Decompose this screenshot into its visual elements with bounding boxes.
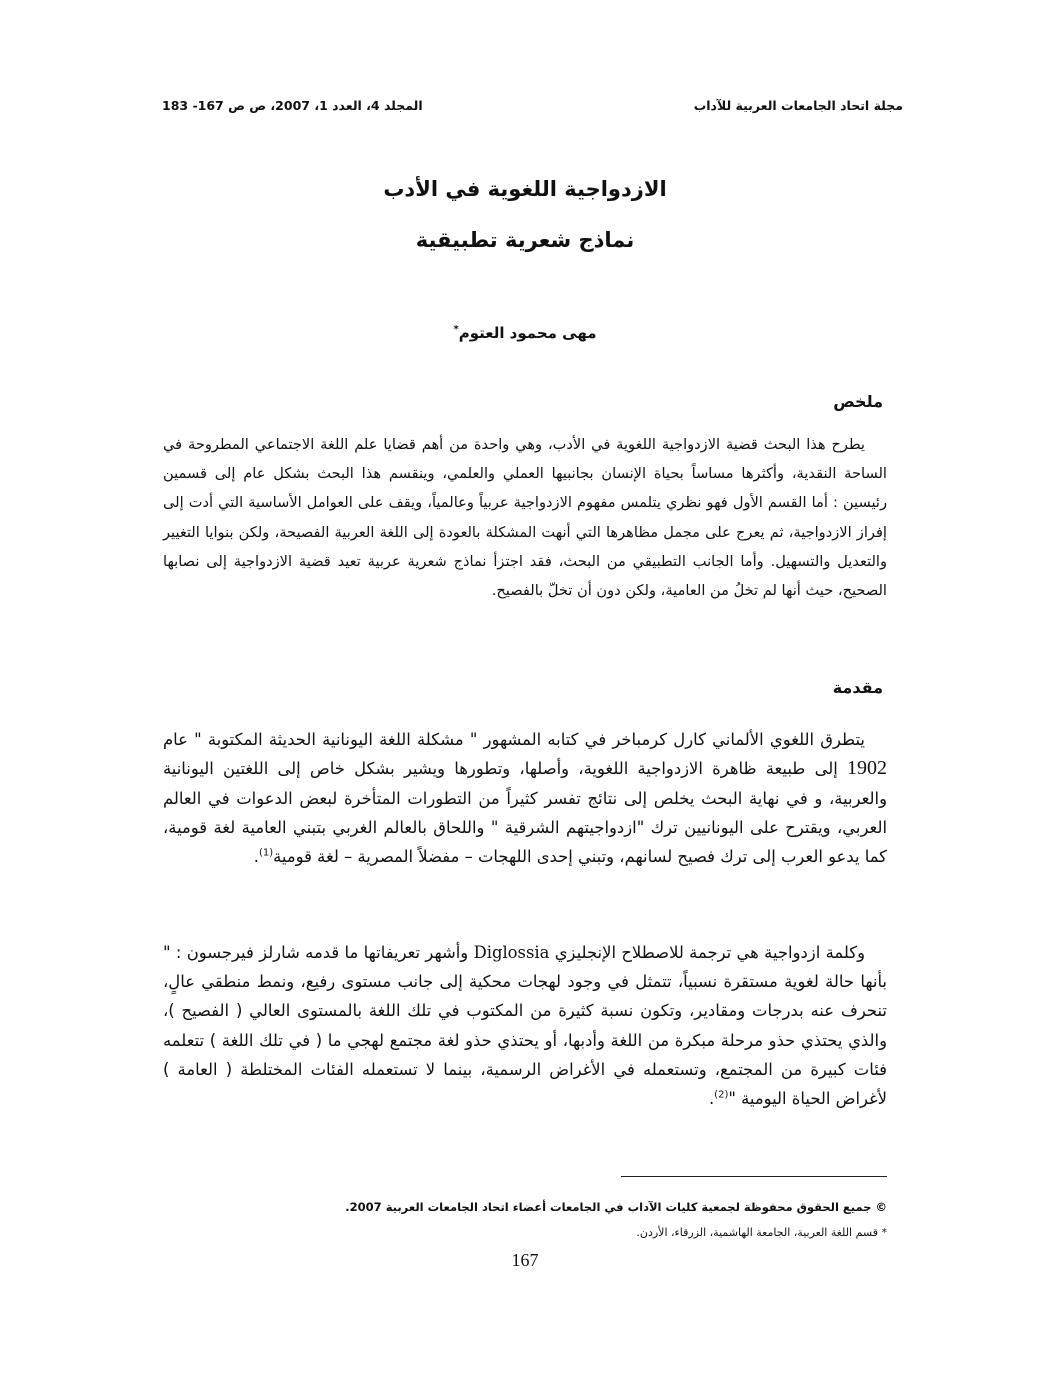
- abstract-heading: ملخص: [833, 392, 883, 411]
- citation-info: المجلد 4، العدد 1، 2007، ص ص 167- 183: [162, 98, 423, 113]
- footnote-ref-1: (1): [258, 847, 274, 859]
- term-diglossia: Diglossia: [473, 943, 550, 962]
- author-footnote-marker: *: [453, 324, 459, 335]
- intro-p1-text-b: إلى طبيعة ظاهرة الازدواجية اللغوية، وأصلها، وتطورها ويشير بشكل خاص إلى اللغتين اليونانية والعربية، و في نهاية البحث يخلص إلى نتائج تفسر كثيراً من التطورات المتأخرة لبعض الدعوات في العالم العربي، ويقترح على اليونانيين ترك "ازدواجيتهم الشرقية " واللحاق بالعالم الغربي بتبني العامية لغة قومية، كما يدعو العرب إلى ترك فصيح لسانهم، وتبني إحدى اللهجات – مفضلاً المصرية – لغة قومية: [163, 759, 887, 867]
- intro-p1-text-a: يتطرق اللغوي الألماني كارل كرمباخر في كتابه المشهور " مشكلة اللغة اليونانية الحديثة المكتوبة " عام: [163, 730, 865, 749]
- abstract-text: [163, 430, 887, 605]
- intro-p2-text-b: وأشهر تعريفاتها ما قدمه شارلز فيرجسون : " بأنها حالة لغوية مستقرة نسبياً، تتمثل في وجود لهجات محكية إلى جانب مستوى رفيع، ونمط منطقي عالٍ، تنحرف عنه بدرجات ومقادير، وتكون نسبة كثيرة من المكتوب في تلك اللغة بالمستوى العالي ( الفصيح )، والذي يحتذي حذو مرحلة مبكرة من اللغة وأدبها، أو يحتذي حذو لغة مجتمع لهجي ما ( في تلك اللغة ) تتعلمه فئات كبيرة من المجتمع، وتستعمله في الأغراض الرسمية، بينما لا تستعمله الفئات المختلطة ( العامة ) لأغراض الحياة اليومية ": [163, 943, 887, 1109]
- year-1902: 1902: [847, 757, 887, 780]
- affiliation-note: * قسم اللغة العربية، الجامعة الهاشمية، الزرقاء، الأردن.: [636, 1226, 887, 1239]
- page-number: 167: [511, 1250, 539, 1270]
- intro-heading: مقدمة: [832, 678, 883, 697]
- intro-paragraph-2: [163, 938, 887, 1113]
- journal-name: مجلة اتحاد الجامعات العربية للآداب: [693, 98, 903, 113]
- copyright-note: © جميع الحقوق محفوظة لجمعية كليات الآداب في الجامعات أعضاء اتحاد الجامعات العربية 2007.: [345, 1200, 887, 1214]
- article-subtitle: نماذج شعرية تطبيقية: [415, 228, 635, 252]
- article-title: الازدواجية اللغوية في الأدب: [383, 177, 667, 201]
- author-name: مهى محمود العتوم: [458, 324, 597, 342]
- intro-paragraph-1: [163, 725, 887, 871]
- author-line: [0, 324, 1050, 342]
- footnote-ref-2: (2): [714, 1089, 729, 1101]
- intro-p2-text-a: وكلمة ازدواجية هي ترجمة للاصطلاح الإنجليزي: [549, 943, 865, 962]
- abstract-body: يطرح هذا البحث قضية الازدواجية اللغوية في الأدب، وهي واحدة من أهم قضايا علم اللغة الاجتماعي المطروحة في الساحة النقدية، وأكثرها مساساً بحياة الإنسان بجانبيها العملي والعلمي، وينقسم هذا البحث بشكل عام إلى قسمين رئيسين : أما القسم الأول فهو نظري يتلمس مفهوم الازدواجية عربياً وعالمياً، ويقف على العوامل الأساسية التي أدت إلى إفراز الازدواجية، ثم يعرج على مجمل مظاهرها التي أنهت المشكلة بالعودة إلى اللغة العربية الفصيحة، ولكن بنوايا التغيير والتعديل والتسهيل. وأما الجانب التطبيقي من البحث، فقد اجتزأ نماذج شعرية عربية تعيد قضية الازدواجية إلى نصابها الصحيح، حيث أنها لم تخلُ من العامية، ولكن دون أن تخلّ بالفصيح.: [163, 436, 887, 600]
- intro-p2-end: .: [708, 1089, 715, 1109]
- footnote-divider: [621, 1176, 887, 1177]
- intro-p1-end: .: [253, 847, 259, 867]
